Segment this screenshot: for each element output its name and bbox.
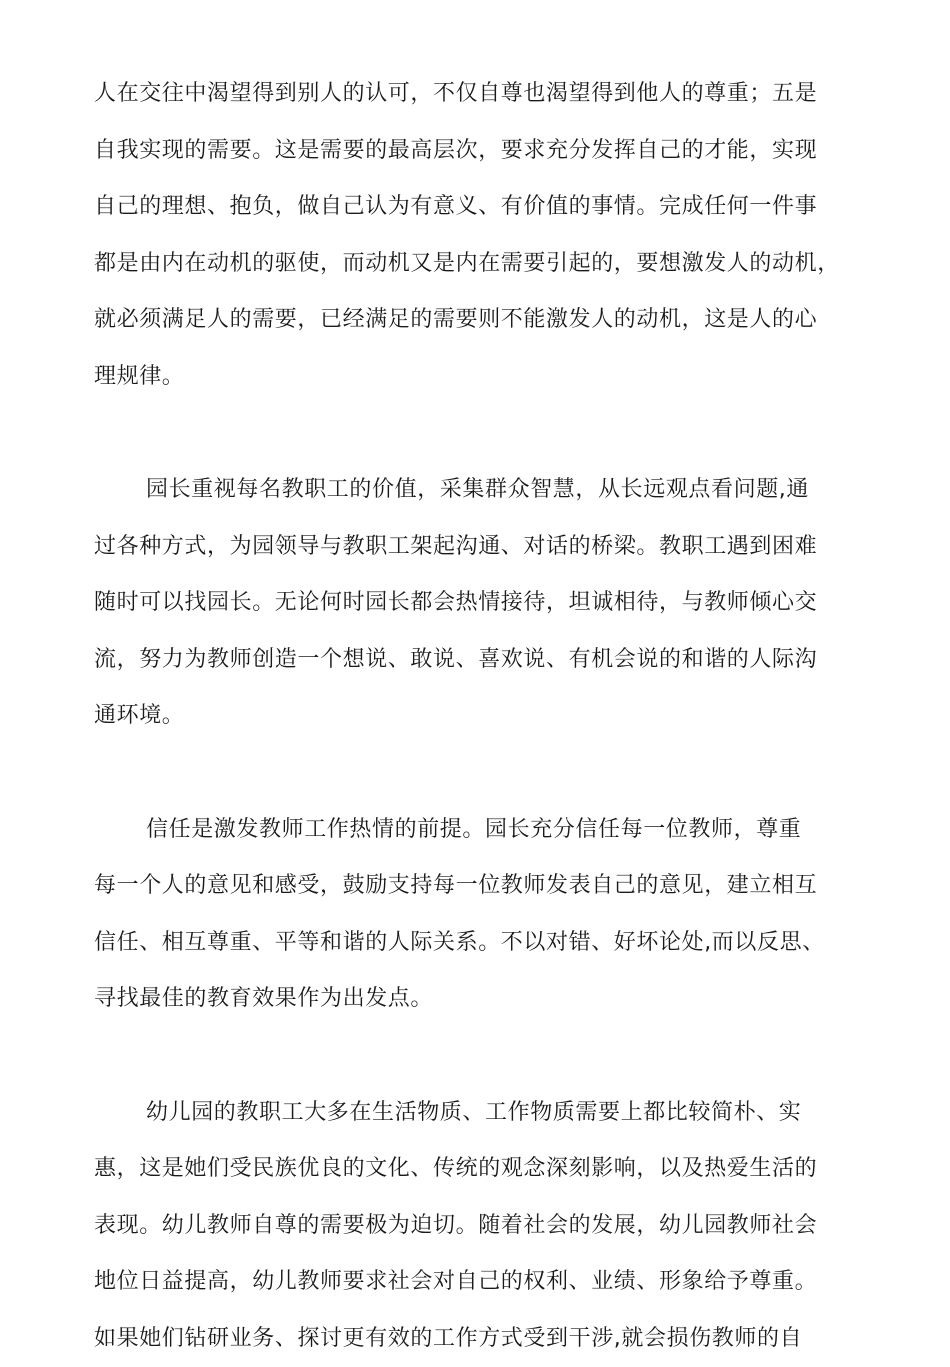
text-line: 每一个人的意见和感受，鼓励支持每一位教师发表自己的意见，建立相互 <box>94 858 864 915</box>
text-line: 信任、相互尊重、平等和谐的人际关系。不以对错、好坏论处,而以反思、 <box>94 915 864 972</box>
paragraph-gap <box>94 745 864 802</box>
text-line: 惠，这是她们受民族优良的文化、传统的观念深刻影响，以及热爱生活的 <box>94 1141 864 1198</box>
text-line: 地位日益提高，幼儿教师要求社会对自己的权利、业绩、形象给予尊重。 <box>94 1254 864 1311</box>
text-line: 随时可以找园长。无论何时园长都会热情接待，坦诚相待，与教师倾心交 <box>94 575 864 632</box>
text-line: 信任是激发教师工作热情的前提。园长充分信任每一位教师，尊重 <box>94 802 864 859</box>
text-line: 流，努力为教师创造一个想说、敢说、喜欢说、有机会说的和谐的人际沟 <box>94 632 864 689</box>
paragraph-1 <box>94 66 864 405</box>
text-line: 人在交往中渴望得到别人的认可，不仅自尊也渴望得到他人的尊重；五是 <box>94 66 864 123</box>
text-line: 园长重视每名教职工的价值，采集群众智慧，从长远观点看问题,通 <box>94 462 864 519</box>
text-line: 自我实现的需要。这是需要的最高层次，要求充分发挥自己的才能，实现 <box>94 123 864 180</box>
paragraph-2 <box>94 462 864 745</box>
document-body <box>94 66 864 1367</box>
text-line: 通环境。 <box>94 688 864 745</box>
paragraph-gap <box>94 1028 864 1085</box>
text-line: 自己的理想、抱负，做自己认为有意义、有价值的事情。完成任何一件事 <box>94 179 864 236</box>
text-line: 表现。幼儿教师自尊的需要极为迫切。随着社会的发展，幼儿园教师社会 <box>94 1198 864 1255</box>
paragraph-gap <box>94 405 864 462</box>
text-line: 寻找最佳的教育效果作为出发点。 <box>94 971 864 1028</box>
text-line: 就必须满足人的需要，已经满足的需要则不能激发人的动机，这是人的心 <box>94 292 864 349</box>
text-line: 都是由内在动机的驱使，而动机又是内在需要引起的，要想激发人的动机， <box>94 236 864 293</box>
text-line: 如果她们钻研业务、探讨更有效的工作方式受到干涉,就会损伤教师的自 <box>94 1311 864 1367</box>
paragraph-4 <box>94 1085 864 1367</box>
text-line: 过各种方式，为园领导与教职工架起沟通、对话的桥梁。教职工遇到困难 <box>94 519 864 576</box>
text-line: 幼儿园的教职工大多在生活物质、工作物质需要上都比较简朴、实 <box>94 1085 864 1142</box>
text-line: 理规律。 <box>94 349 864 406</box>
paragraph-3 <box>94 802 864 1028</box>
